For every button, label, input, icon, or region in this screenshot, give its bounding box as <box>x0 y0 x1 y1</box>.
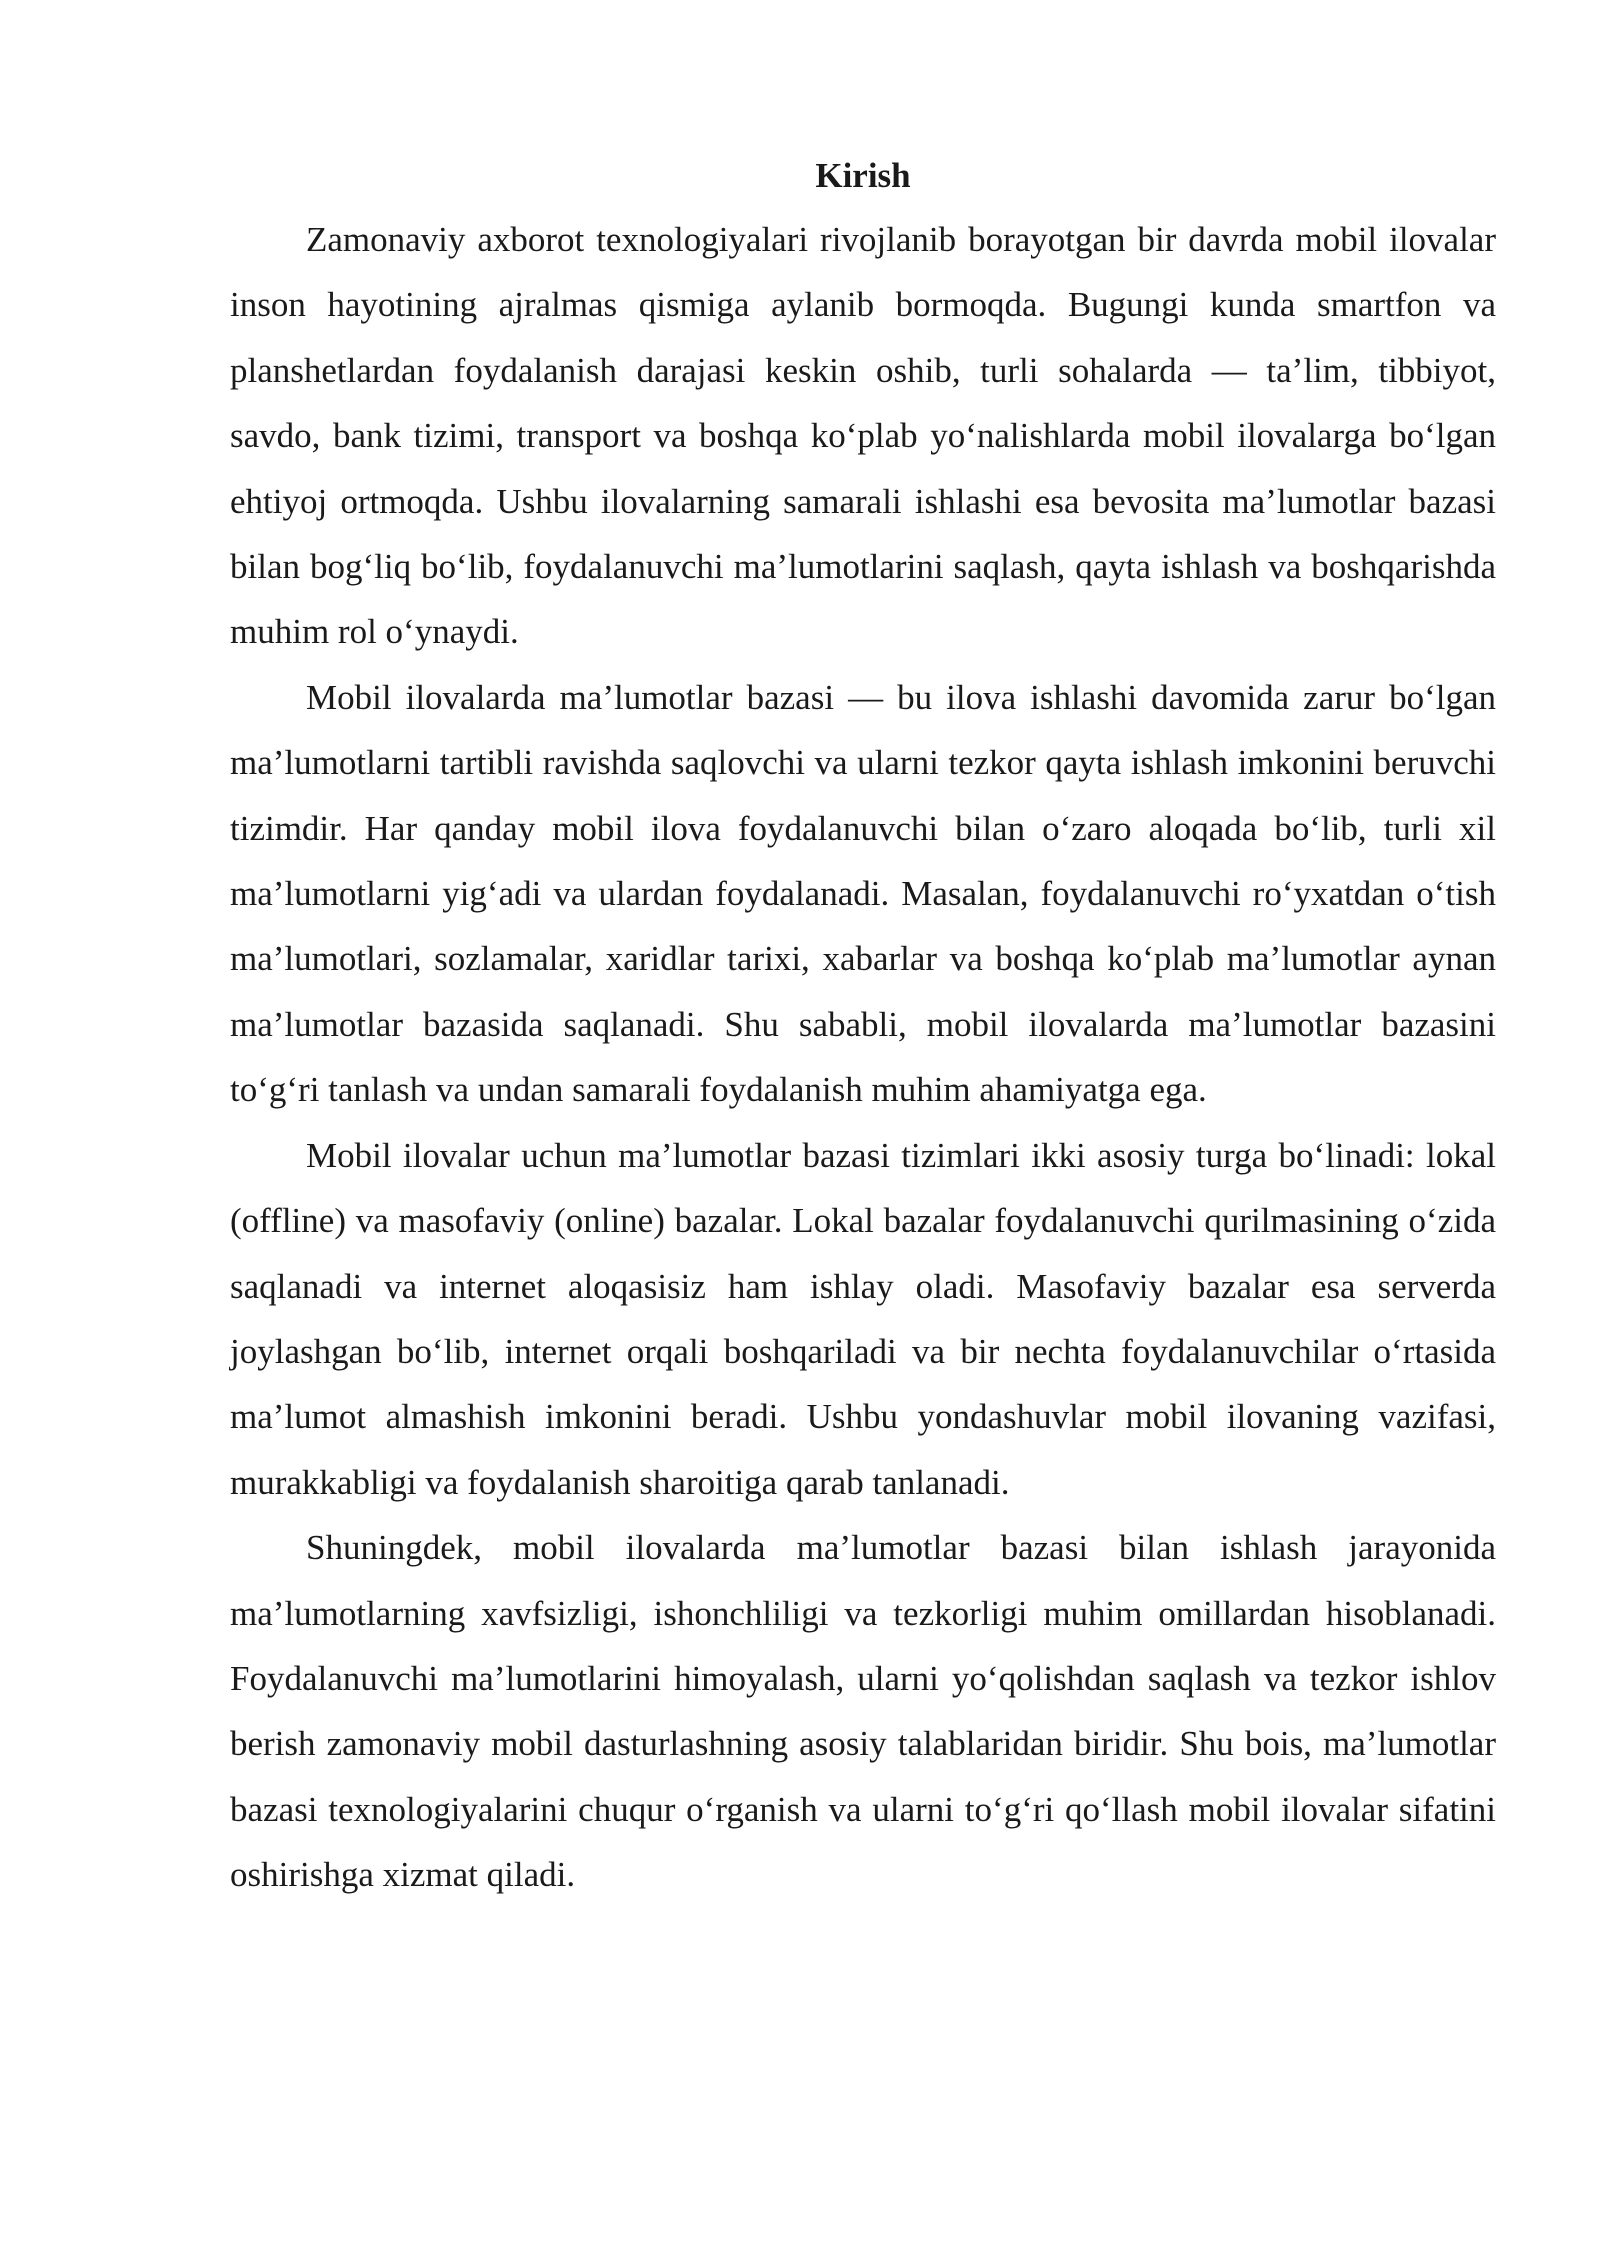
paragraph-3: Mobil ilovalar uchun ma’lumotlar bazasi tizimlari ikki asosiy turga bo‘linadi: lokal (offline) va masofaviy (online) bazalar. Lokal bazalar foydalanuvchi qurilmasining o‘zida saqlanadi va internet aloqasisiz ham ishlay oladi. Masofaviy bazalar esa serverda joylashgan bo‘lib, internet orqali boshqariladi va bir nechta foydalanuvchilar o‘rtasida ma’lumot almashish imkonini beradi. Ushbu yondashuvlar mobil ilovaning vazifasi, murakkabligi va foydalanish sharoitiga qarab tanlanadi. <box>230 1135 1496 1502</box>
section-title: Kirish <box>815 156 911 195</box>
paragraph-2: Mobil ilovalarda ma’lumotlar bazasi — bu ilova ishlashi davomida zarur bo‘lgan ma’lumotlarni tartibli ravishda saqlovchi va ularni tezkor qayta ishlash imkonini beruvchi tizimdir. Har qanday mobil ilova foydalanuvchi bilan o‘zaro aloqada bo‘lib, turli xil ma’lumotlarni yig‘adi va ulardan foydalanadi. Masalan, foydalanuvchi ro‘yxatdan o‘tish ma’lumotlari, sozlamalar, xaridlar tarixi, xabarlar va boshqa ko‘plab ma’lumotlar aynan ma’lumotlar bazasida saqlanadi. Shu sababli, mobil ilovalarda ma’lumotlar bazasini to‘g‘ri tanlash va undan samarali foydalanish muhim ahamiyatga ega. <box>230 677 1496 1110</box>
document-body <box>230 150 1496 1908</box>
paragraph-4: Shuningdek, mobil ilovalarda ma’lumotlar bazasi bilan ishlash jarayonida ma’lumotlarning xavfsizligi, ishonchliligi va tezkorligi muhim omillardan hisoblanadi. Foydalanuvchi ma’lumotlarini himoyalash, ularni yo‘qolishdan saqlash va tezkor ishlov berish zamonaviy mobil dasturlashning asosiy talablaridan biridir. Shu bois, ma’lumotlar bazasi texnologiyalarini chuqur o‘rganish va ularni to‘g‘ri qo‘llash mobil ilovalar sifatini oshirishga xizmat qiladi. <box>230 1528 1496 1895</box>
paragraph-1: Zamonaviy axborot texnologiyalari rivojlanib borayotgan bir davrda mobil ilovalar inson hayotining ajralmas qismiga aylanib bormoqda. Bugungi kunda smartfon va planshetlardan foydalanish darajasi keskin oshib, turli sohalarda — ta’lim, tibbiyot, savdo, bank tizimi, transport va boshqa ko‘plab yo‘nalishlarda mobil ilovalarga bo‘lgan ehtiyoj ortmoqda. Ushbu ilovalarning samarali ishlashi esa bevosita ma’lumotlar bazasi bilan bog‘liq bo‘lib, foydalanuvchi ma’lumotlarini saqlash, qayta ishlash va boshqarishda muhim rol o‘ynaydi. <box>230 220 1496 652</box>
